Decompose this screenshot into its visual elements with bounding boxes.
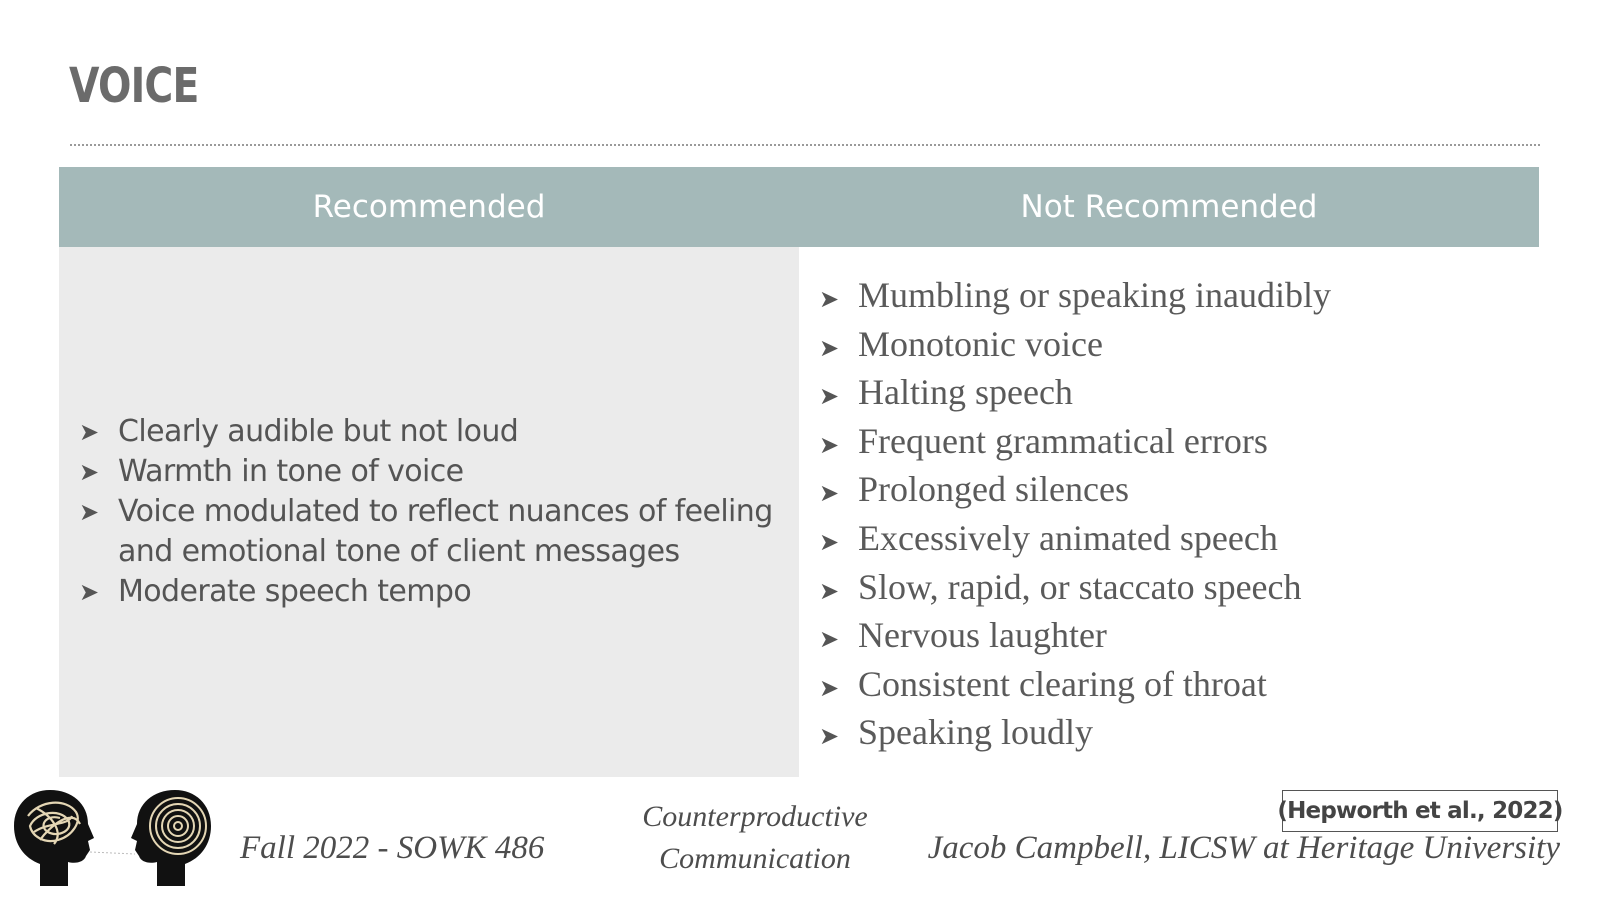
list-item: ➤ Voice modulated to reflect nuances of feeling and emotional tone of client messages	[79, 494, 773, 569]
not-recommended-column	[799, 247, 1539, 777]
table-header-row	[59, 167, 1539, 247]
arrow-bullet-icon: ➤	[819, 722, 840, 751]
header-not-recommended: Not Recommended	[1020, 189, 1318, 225]
slide-title: VOICE	[69, 58, 199, 114]
arrow-bullet-icon: ➤	[819, 333, 840, 362]
list-item: ➤ Clearly audible but not loud	[79, 412, 785, 452]
arrow-bullet-icon: ➤	[79, 578, 99, 606]
list-item: ➤ Monotonic voice	[819, 320, 1539, 369]
not-recommended-list	[799, 271, 1539, 757]
arrow-bullet-icon: ➤	[819, 673, 840, 702]
arrow-bullet-icon: ➤	[819, 382, 840, 411]
arrow-bullet-icon: ➤	[819, 285, 840, 313]
footer-author: Jacob Campbell, LICSW at Heritage University	[927, 830, 1560, 866]
citation-box: (Hepworth et al., 2022)	[1282, 790, 1558, 832]
title-divider	[70, 144, 1540, 146]
list-item: ➤ Halting speech	[819, 368, 1539, 417]
list-item: ➤ Speaking loudly	[819, 708, 1539, 757]
list-item: ➤ Consistent clearing of throat	[819, 660, 1539, 709]
arrow-bullet-icon: ➤	[819, 625, 840, 654]
arrow-bullet-icon: ➤	[819, 576, 840, 605]
header-recommended: Recommended	[312, 189, 546, 225]
arrow-bullet-icon: ➤	[79, 418, 99, 446]
list-item: ➤ Frequent grammatical errors	[819, 417, 1539, 466]
list-item: ➤ Mumbling or speaking inaudibly	[819, 271, 1539, 320]
list-item: ➤ Prolonged silences	[819, 465, 1539, 514]
arrow-bullet-icon: ➤	[819, 527, 840, 556]
recommended-list	[59, 412, 799, 612]
arrow-bullet-icon: ➤	[79, 498, 99, 526]
arrow-bullet-icon: ➤	[819, 479, 840, 508]
arrow-bullet-icon: ➤	[79, 458, 99, 486]
list-item: ➤ Nervous laughter	[819, 611, 1539, 660]
footer-topic: Counterproductive Communication	[642, 800, 868, 875]
two-heads-communication-icon	[10, 786, 215, 886]
recommended-column	[59, 247, 799, 777]
footer-course: Fall 2022 - SOWK 486	[240, 830, 545, 866]
list-item: ➤ Warmth in tone of voice	[79, 452, 785, 492]
list-item: ➤ Excessively animated speech	[819, 514, 1539, 563]
comparison-table	[59, 167, 1539, 777]
arrow-bullet-icon: ➤	[819, 430, 840, 459]
list-item: ➤ Moderate speech tempo	[79, 572, 785, 612]
list-item: ➤ Slow, rapid, or staccato speech	[819, 563, 1539, 612]
